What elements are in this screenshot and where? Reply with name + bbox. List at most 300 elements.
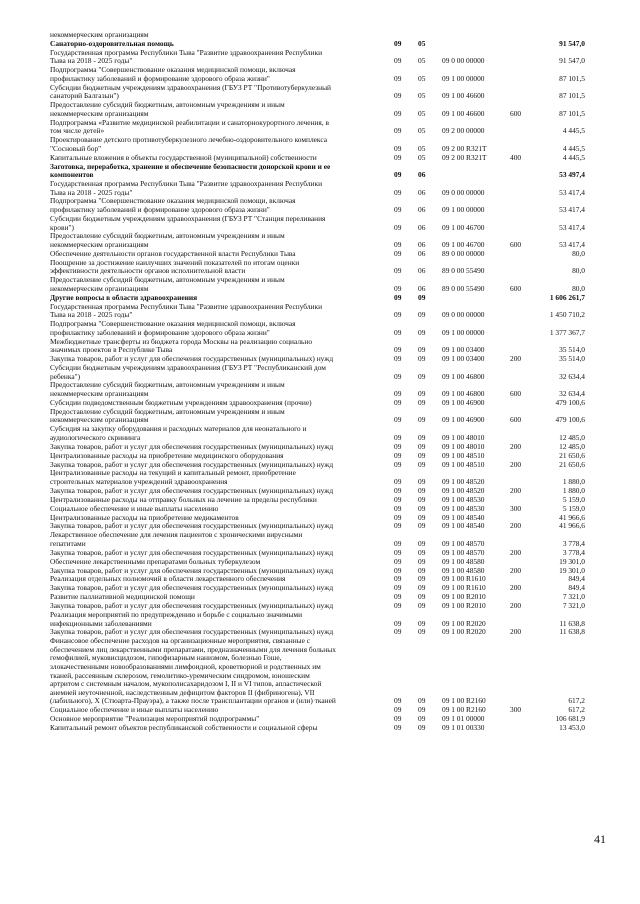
row-name: Закупка товаров, работ и услуг для обеспечения государственных (муниципальных) нужд <box>50 602 334 611</box>
row-amount: 35 514,0 <box>559 354 585 364</box>
row-name: Централизованные расходы на приобретение медикаментов <box>50 513 239 522</box>
row-section: 09 <box>394 327 402 337</box>
row-target-article: 09 1 00 46600 <box>442 91 485 101</box>
row-section: 09 <box>394 248 402 258</box>
row-name: Проектирование детского противотуберкулезного лечебно-оздоровительного комплекса "Сосновый бор" <box>50 136 327 153</box>
row-section: 09 <box>394 38 402 48</box>
row-name: Лекарственное обеспечение для лечения пациентов с хроническими вирусными гепатитами <box>50 531 303 548</box>
row-subsection: 09 <box>418 432 426 442</box>
row-target-article: 09 1 00 R1610 <box>442 574 486 584</box>
row-expense-type: 200 <box>510 485 522 495</box>
row-name: Закупка товаров, работ и услуг для обеспечения государственных (муниципальных) нужд <box>50 442 334 451</box>
row-name: Предоставление субсидий бюджетным, автономным учреждениям и иным некоммерческим организациям <box>50 381 285 399</box>
row-subsection: 09 <box>418 538 426 548</box>
row-name: Обеспечение деятельности органов государственной власти Республики Тыва <box>50 249 296 258</box>
row-subsection: 09 <box>418 556 426 566</box>
table-row <box>0 628 640 637</box>
row-amount: 1 606 261,7 <box>549 292 585 302</box>
row-amount: 41 966,6 <box>559 521 585 531</box>
row-name: Предоставление субсидий бюджетным, автономным учреждениям и иным некоммерческим организациям <box>50 407 285 425</box>
row-target-article: 09 1 00 00000 <box>442 327 485 337</box>
table-row <box>0 425 640 442</box>
row-amount: 87 101,5 <box>559 73 585 83</box>
row-subsection: 06 <box>418 187 426 197</box>
row-subsection: 09 <box>418 415 426 425</box>
row-section: 09 <box>394 73 402 83</box>
row-target-article: 09 2 00 R321T <box>442 143 487 153</box>
row-target-article: 09 1 00 46800 <box>442 389 485 399</box>
table-row <box>0 522 640 531</box>
table-row <box>0 567 640 576</box>
row-section: 09 <box>394 283 402 293</box>
row-section: 09 <box>394 126 402 136</box>
row-subsection: 06 <box>418 240 426 250</box>
row-target-article: 09 0 00 00000 <box>442 310 485 320</box>
row-name: Предоставление субсидий бюджетным, автономным учреждениям и иным некоммерческим организациям <box>50 101 285 118</box>
row-subsection: 09 <box>418 441 426 451</box>
row-expense-type: 600 <box>510 283 522 293</box>
row-amount: 91 547,0 <box>559 38 585 48</box>
row-section: 09 <box>394 476 402 486</box>
row-section: 09 <box>394 618 402 628</box>
row-subsection: 05 <box>418 56 426 66</box>
row-section: 09 <box>394 521 402 531</box>
row-subsection: 09 <box>418 476 426 486</box>
row-amount: 11 638,8 <box>559 618 585 628</box>
row-amount: 479 100,6 <box>555 415 585 425</box>
row-section: 09 <box>394 345 402 355</box>
row-subsection: 05 <box>418 126 426 136</box>
row-amount: 7 321,0 <box>562 592 585 602</box>
row-section: 09 <box>394 389 402 399</box>
row-subsection: 05 <box>418 152 426 162</box>
row-name: Межбюджетные трансферты из бюджета города Москвы на реализацию социально значимых проектов в Республике Тыва <box>50 337 313 355</box>
row-target-article: 09 1 00 03400 <box>442 354 485 364</box>
row-target-article: 09 1 00 48520 <box>442 476 485 486</box>
row-section: 09 <box>394 459 402 469</box>
row-target-article: 09 1 00 48530 <box>442 494 485 504</box>
table-row <box>0 487 640 496</box>
row-expense-type: 200 <box>510 459 522 469</box>
row-section: 09 <box>394 91 402 101</box>
row-name: Поощрение за достижение наилучших значений показателей по итогам оценки эффективности деятельности органов исполнительной власти <box>50 258 300 276</box>
row-expense-type: 600 <box>510 389 522 399</box>
table-row <box>0 276 640 293</box>
row-section: 09 <box>394 565 402 575</box>
row-expense-type: 200 <box>510 627 522 637</box>
row-name: Централизованные расходы на приобретение медицинского оборудования <box>50 451 284 460</box>
row-subsection: 09 <box>418 583 426 593</box>
table-row <box>0 531 640 548</box>
row-name: Основное мероприятие "Реализация мероприятий подпрограммы" <box>50 715 260 724</box>
row-subsection: 09 <box>418 310 426 320</box>
row-expense-type: 300 <box>510 503 522 513</box>
table-row <box>0 461 640 470</box>
table-row <box>0 408 640 425</box>
table-row <box>0 514 640 523</box>
row-subsection: 06 <box>418 205 426 215</box>
row-amount: 35 514,0 <box>559 345 585 355</box>
row-target-article: 89 0 00 55490 <box>442 283 485 293</box>
row-section: 09 <box>394 187 402 197</box>
row-section: 09 <box>394 696 402 706</box>
row-subsection: 05 <box>418 143 426 153</box>
row-section: 09 <box>394 547 402 557</box>
row-amount: 80,0 <box>572 248 585 258</box>
row-amount: 4 445,5 <box>562 143 585 153</box>
row-section: 09 <box>394 170 402 180</box>
row-section: 09 <box>394 222 402 232</box>
row-amount: 4 445,5 <box>562 152 585 162</box>
row-name: Санаторно-оздоровительная помощь <box>50 39 174 48</box>
row-subsection: 09 <box>418 565 426 575</box>
row-section: 09 <box>394 415 402 425</box>
row-name: Государственная программа Республики Тыва "Развитие здравоохранения Республики Тыва на 2018 - 2025 годы" <box>50 302 323 320</box>
row-section: 09 <box>394 108 402 118</box>
table-row <box>0 180 640 197</box>
row-amount: 1 377 367,7 <box>549 327 585 337</box>
table-row <box>0 637 640 706</box>
row-amount: 19 301,0 <box>559 556 585 566</box>
table-row <box>0 303 640 320</box>
row-section: 09 <box>394 583 402 593</box>
table-row <box>0 381 640 398</box>
row-subsection: 09 <box>418 345 426 355</box>
row-section: 09 <box>394 266 402 276</box>
row-name: Другие вопросы в области здравоохранения <box>50 293 198 302</box>
row-subsection: 06 <box>418 266 426 276</box>
row-target-article: 09 1 01 00330 <box>442 723 485 733</box>
table-row <box>0 338 640 355</box>
row-amount: 53 417,4 <box>559 222 585 232</box>
row-amount: 617,2 <box>568 705 585 715</box>
row-subsection: 09 <box>418 397 426 407</box>
row-target-article: 09 1 00 48530 <box>442 503 485 513</box>
table-row <box>0 136 640 153</box>
row-name: Закупка товаров, работ и услуг для обеспечения государственных (муниципальных) нужд <box>50 548 334 557</box>
row-target-article: 89 0 00 00000 <box>442 248 485 258</box>
row-name: Государственная программа Республики Тыва "Развитие здравоохранения Республики Тыва на 2018 - 2025 годы" <box>50 48 323 66</box>
row-subsection: 09 <box>418 503 426 513</box>
row-subsection: 09 <box>418 292 426 302</box>
row-section: 09 <box>394 354 402 364</box>
row-name: Предоставление субсидий бюджетным, автономным учреждениям и иным некоммерческим организациям <box>50 232 285 250</box>
table-row <box>0 593 640 602</box>
row-subsection: 05 <box>418 108 426 118</box>
row-target-article: 09 1 00 48580 <box>442 556 485 566</box>
table-row <box>0 558 640 567</box>
row-amount: 849,4 <box>568 574 585 584</box>
row-name: Предоставление субсидий бюджетным, автономным учреждениям и иным некоммерческим организациям <box>50 276 285 293</box>
row-subsection: 09 <box>418 327 426 337</box>
table-row <box>0 119 640 136</box>
row-name: Субсидии подведомственным бюджетным учреждениям здравоохранения (прочие) <box>50 398 312 407</box>
table-row <box>0 443 640 452</box>
row-name: Социальное обеспечение и иные выплаты населению <box>50 706 219 715</box>
table-row <box>0 163 640 180</box>
row-section: 09 <box>394 503 402 513</box>
row-amount: 849,4 <box>568 583 585 593</box>
row-subsection: 09 <box>418 450 426 460</box>
row-subsection: 09 <box>418 371 426 381</box>
row-section: 09 <box>394 371 402 381</box>
row-section: 09 <box>394 512 402 522</box>
row-target-article: 09 1 00 48010 <box>442 441 485 451</box>
row-target-article: 09 1 00 R2020 <box>442 618 486 628</box>
row-amount: 7 321,0 <box>562 601 585 611</box>
table-row <box>0 250 640 259</box>
row-name: Субсидия на закупку оборудования и расходных материалов для неонатального и аудиологического скрининга <box>50 425 307 442</box>
row-section: 09 <box>394 485 402 495</box>
row-amount: 1 450 710,2 <box>549 310 585 320</box>
row-target-article: 09 0 00 00000 <box>442 187 485 197</box>
row-target-article: 09 1 00 48510 <box>442 459 485 469</box>
row-subsection: 09 <box>418 618 426 628</box>
row-section: 09 <box>394 556 402 566</box>
row-section: 09 <box>394 432 402 442</box>
row-amount: 617,2 <box>568 696 585 706</box>
row-amount: 87 101,5 <box>559 108 585 118</box>
row-subsection: 09 <box>418 459 426 469</box>
row-section: 09 <box>394 441 402 451</box>
row-target-article: 09 1 00 46600 <box>442 108 485 118</box>
row-target-article: 09 1 00 03400 <box>442 345 485 355</box>
table-row <box>0 84 640 101</box>
row-name: Закупка товаров, работ и услуг для обеспечения государственных (муниципальных) нужд <box>50 460 334 469</box>
row-name: Субсидии бюджетным учреждениям здравоохранения (ГБУЗ РТ "Республиканский дом ребенка") <box>50 363 326 381</box>
row-subsection: 09 <box>418 547 426 557</box>
table-row <box>0 496 640 505</box>
row-target-article: 09 1 00 48510 <box>442 450 485 460</box>
row-name: Подпрограмма "Совершенствование оказания медицинской помощи, включая профилактику заболеваний и формирование здорового образа жизни" <box>50 197 296 215</box>
row-name: Закупка товаров, работ и услуг для обеспечения государственных (муниципальных) нужд <box>50 355 334 364</box>
row-amount: 91 547,0 <box>559 56 585 66</box>
page-number: 41 <box>594 832 606 846</box>
row-name: Государственная программа Республики Тыва "Развитие здравоохранения Республики Тыва на 2018 - 2025 годы" <box>50 180 323 197</box>
table-row <box>0 31 640 40</box>
row-amount: 11 638,8 <box>559 627 585 637</box>
table-row <box>0 575 640 584</box>
row-subsection: 05 <box>418 91 426 101</box>
row-expense-type: 400 <box>510 152 522 162</box>
row-name: Подпрограмма "Совершенствование оказания медицинской помощи, включая профилактику заболеваний и формирование здорового образа жизни" <box>50 320 296 337</box>
row-target-article: 09 2 00 R321T <box>442 152 487 162</box>
row-target-article: 09 1 00 R2160 <box>442 705 486 715</box>
row-expense-type: 300 <box>510 705 522 715</box>
row-amount: 41 966,6 <box>559 512 585 522</box>
row-amount: 12 485,0 <box>559 441 585 451</box>
row-section: 09 <box>394 143 402 153</box>
row-target-article: 09 1 00 46700 <box>442 240 485 250</box>
row-amount: 80,0 <box>572 283 585 293</box>
row-amount: 1 880,0 <box>562 485 585 495</box>
row-target-article: 09 1 00 48010 <box>442 432 485 442</box>
row-section: 09 <box>394 494 402 504</box>
row-name: Закупка товаров, работ и услуг для обеспечения государственных (муниципальных) нужд <box>50 628 334 637</box>
row-subsection: 09 <box>418 512 426 522</box>
row-subsection: 09 <box>418 521 426 531</box>
row-name: Централизованные расходы на текущий и капитальный ремонт, приобретение строительных материалов учреждений здравоохранения <box>50 469 296 486</box>
row-name: Социальное обеспечение и иные выплаты населению <box>50 504 219 513</box>
row-name: Закупка товаров, работ и услуг для обеспечения государственных (муниципальных) нужд <box>50 584 334 593</box>
row-subsection: 06 <box>418 170 426 180</box>
table-row <box>0 505 640 514</box>
table-row <box>0 294 640 303</box>
table-row <box>0 232 640 249</box>
row-section: 09 <box>394 292 402 302</box>
table-row <box>0 611 640 628</box>
table-row <box>0 602 640 611</box>
row-target-article: 09 1 00 48520 <box>442 485 485 495</box>
row-amount: 5 159,0 <box>562 503 585 513</box>
table-row <box>0 215 640 232</box>
row-section: 09 <box>394 592 402 602</box>
row-amount: 479 100,6 <box>555 397 585 407</box>
row-target-article: 09 1 00 46900 <box>442 415 485 425</box>
row-section: 09 <box>394 627 402 637</box>
row-expense-type: 200 <box>510 354 522 364</box>
row-name: Капитальный ремонт объектов республиканской собственности и социальной сферы <box>50 724 318 733</box>
row-name: Развитие паллиативной медицинской помощи <box>50 593 195 602</box>
row-amount: 53 417,4 <box>559 187 585 197</box>
table-row <box>0 584 640 593</box>
row-target-article: 09 1 00 48570 <box>442 547 485 557</box>
row-target-article: 09 1 00 48540 <box>442 521 485 531</box>
row-name: Подпрограмма «Развитие медицинской реабилитации и санаторнокурортного лечения, в том числе детей» <box>50 118 329 136</box>
row-subsection: 05 <box>418 38 426 48</box>
row-amount: 21 650,6 <box>559 459 585 469</box>
row-target-article: 09 1 00 R1610 <box>442 583 486 593</box>
row-name: Капитальные вложения в объекты государственной (муниципальной) собственности <box>50 153 317 162</box>
row-section: 09 <box>394 601 402 611</box>
table-row <box>0 549 640 558</box>
table-row <box>0 724 640 733</box>
row-amount: 4 445,5 <box>562 126 585 136</box>
row-section: 09 <box>394 574 402 584</box>
row-target-article: 09 1 00 48570 <box>442 538 485 548</box>
row-expense-type: 600 <box>510 108 522 118</box>
row-subsection: 09 <box>418 714 426 724</box>
row-subsection: 09 <box>418 389 426 399</box>
row-name: Обеспечение лекарственными препаратами больных туберкулезом <box>50 557 261 566</box>
table-row <box>0 452 640 461</box>
table-row <box>0 101 640 118</box>
row-name: Реализация мероприятий по предупреждению и борьбе с социально значимыми инфекционными заболеваниями <box>50 610 303 628</box>
row-target-article: 09 1 00 46900 <box>442 397 485 407</box>
row-subsection: 09 <box>418 494 426 504</box>
table-row <box>0 399 640 408</box>
row-amount: 53 417,4 <box>559 205 585 215</box>
row-subsection: 09 <box>418 574 426 584</box>
row-section: 09 <box>394 310 402 320</box>
row-name: некоммерческим организациям <box>50 31 149 39</box>
row-amount: 32 634,4 <box>559 389 585 399</box>
row-subsection: 09 <box>418 601 426 611</box>
row-amount: 13 453,0 <box>559 723 585 733</box>
table-row <box>0 715 640 724</box>
table-row <box>0 49 640 66</box>
row-target-article: 09 1 00 R2010 <box>442 601 486 611</box>
table-row <box>0 364 640 381</box>
row-section: 09 <box>394 56 402 66</box>
row-target-article: 09 1 00 R2020 <box>442 627 486 637</box>
row-section: 09 <box>394 205 402 215</box>
table-row <box>0 259 640 276</box>
row-expense-type: 200 <box>510 441 522 451</box>
row-target-article: 09 1 00 00000 <box>442 73 485 83</box>
row-amount: 3 778,4 <box>562 538 585 548</box>
row-name: Закупка товаров, работ и услуг для обеспечения государственных (муниципальных) нужд <box>50 486 334 495</box>
row-subsection: 09 <box>418 592 426 602</box>
row-target-article: 09 2 00 00000 <box>442 126 485 136</box>
row-expense-type: 200 <box>510 583 522 593</box>
row-subsection: 09 <box>418 354 426 364</box>
row-amount: 106 681,9 <box>555 714 585 724</box>
row-name: Субсидии бюджетным учреждениям здравоохранения (ГБУЗ РТ "Противотуберкулезный санаторий Балгазын") <box>50 83 331 101</box>
row-section: 09 <box>394 714 402 724</box>
row-expense-type: 200 <box>510 547 522 557</box>
row-expense-type: 600 <box>510 415 522 425</box>
row-subsection: 09 <box>418 723 426 733</box>
row-amount: 12 485,0 <box>559 432 585 442</box>
table-row <box>0 66 640 83</box>
row-subsection: 09 <box>418 627 426 637</box>
table-row <box>0 469 640 486</box>
table-row <box>0 154 640 163</box>
row-amount: 87 101,5 <box>559 91 585 101</box>
row-amount: 1 880,0 <box>562 476 585 486</box>
row-amount: 19 301,0 <box>559 565 585 575</box>
row-name: Заготовка, переработка, хранение и обеспечение безопасности донорской крови и ее компонентов <box>50 162 331 180</box>
table-row <box>0 706 640 715</box>
row-name: Субсидии бюджетным учреждениям здравоохранения (ГБУЗ РТ "Станция переливания крови") <box>50 214 326 232</box>
row-amount: 3 778,4 <box>562 547 585 557</box>
row-target-article: 09 1 00 46700 <box>442 222 485 232</box>
row-section: 09 <box>394 450 402 460</box>
row-amount: 53 417,4 <box>559 240 585 250</box>
row-section: 09 <box>394 397 402 407</box>
row-section: 09 <box>394 240 402 250</box>
row-subsection: 09 <box>418 696 426 706</box>
row-name: Финансовое обеспечение расходов на организационные мероприятия, связанные с обеспечением лиц лекарственными препаратами, предназначенными для лечения больных гемофилией, муковисцидозом, гипофизарным нанизмом, болезнью Гоше, злокачественными новообразованиями лимфоидной, кроветворной и родственных им тканей, рассеянным склерозом, гемолитико-уремическим синдромом, юношеским артритом с системным началом, мукополисахаридозом I, II и VI типов, апластической анемией неуточненной, наследственным дефицитом факторов II (фибриногена), VII (лабильного), X (Стюарта-Прауэра), а также после трансплантации органов и (или) тканей <box>50 637 336 706</box>
row-target-article: 09 1 00 R2010 <box>442 592 486 602</box>
row-target-article: 09 1 00 46800 <box>442 371 485 381</box>
row-section: 09 <box>394 705 402 715</box>
row-name: Подпрограмма "Совершенствование оказания медицинской помощи, включая профилактику заболеваний и формирование здорового образа жизни" <box>50 66 296 83</box>
row-expense-type: 200 <box>510 601 522 611</box>
row-name: Закупка товаров, работ и услуг для обеспечения государственных (муниципальных) нужд <box>50 522 334 531</box>
row-section: 09 <box>394 538 402 548</box>
row-subsection: 06 <box>418 222 426 232</box>
row-target-article: 09 1 00 00000 <box>442 205 485 215</box>
row-expense-type: 600 <box>510 240 522 250</box>
table-row <box>0 40 640 49</box>
row-target-article: 09 1 00 48580 <box>442 565 485 575</box>
row-amount: 80,0 <box>572 266 585 276</box>
row-amount: 53 497,4 <box>559 170 585 180</box>
row-subsection: 06 <box>418 248 426 258</box>
row-target-article: 09 1 00 48540 <box>442 512 485 522</box>
row-subsection: 05 <box>418 73 426 83</box>
row-expense-type: 200 <box>510 565 522 575</box>
row-target-article: 09 1 01 00000 <box>442 714 485 724</box>
row-name: Закупка товаров, работ и услуг для обеспечения государственных (муниципальных) нужд <box>50 566 334 575</box>
row-amount: 32 634,4 <box>559 371 585 381</box>
row-section: 09 <box>394 723 402 733</box>
table-row <box>0 197 640 214</box>
table-row <box>0 355 640 364</box>
row-amount: 5 159,0 <box>562 494 585 504</box>
